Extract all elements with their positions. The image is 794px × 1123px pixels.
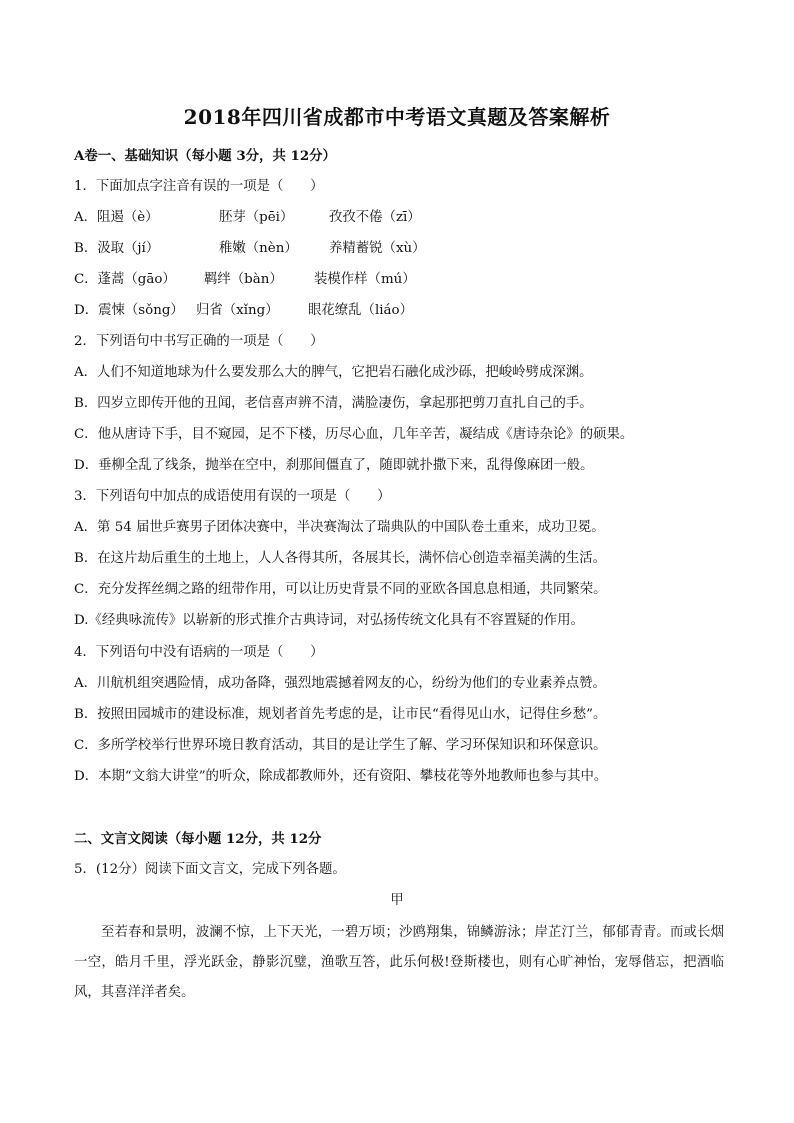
q3-option-c: C．充分发挥丝绸之路的纽带作用，可以让历史背景不同的亚欧各国息息相通，共同繁荣。 bbox=[74, 582, 607, 597]
q3-stem: 3．下列语句中加点的成语使用有误的一项是（ ） bbox=[74, 489, 391, 504]
q2-stem: 2．下列语句中书写正确的一项是（ ） bbox=[74, 334, 324, 349]
q3-option-d: D.《经典咏流传》以崭新的形式推介古典诗词，对弘扬传统文化具有不容置疑的作用。 bbox=[74, 613, 584, 628]
q1-stem: 1．下面加点字注音有误的一项是（ ） bbox=[74, 179, 324, 194]
q1-row-b bbox=[74, 240, 426, 258]
q1-b-3: 养精蓄锐（xù） bbox=[329, 241, 426, 256]
q1-a-2: 胚芽（pēi） bbox=[219, 210, 294, 225]
q1-row-a bbox=[74, 209, 421, 227]
q4-option-a: A．川航机组突遇险情，成功备降，强烈地震撼着网友的心，纷纷为他们的专业素养点赞。 bbox=[74, 676, 606, 691]
section-a-heading: A卷一、基础知识（每小题 3分，共 12分） bbox=[74, 148, 336, 164]
passage-text: 至若春和景明，波澜不惊，上下天光，一碧万顷；沙鸥翔集，锦鳞游泳；岸芷汀兰，郁郁青青。而或长烟一空，皓月千里，浮光跃金，静影沉璧，渔歌互答，此乐何极!登斯楼也，则有心旷神怡，宠辱偕忘，把酒临风，其喜洋洋者矣。 bbox=[74, 925, 724, 1000]
q1-d-1: D．震悚（sǒng） bbox=[74, 303, 184, 318]
q2-option-c: C．他从唐诗下手，目不窥园，足不下楼，历尽心血，几年辛苦，凝结成《唐诗杂论》的硕果。 bbox=[74, 427, 634, 442]
q1-c-2: 羁绊（bàn） bbox=[204, 272, 283, 287]
q4-option-c: C．多所学校举行世界环境日教育活动，其目的是让学生了解、学习环保知识和环保意识。 bbox=[74, 738, 607, 753]
q1-row-c bbox=[74, 271, 416, 289]
q4-stem: 4．下列语句中没有语病的一项是（ ） bbox=[74, 645, 324, 660]
q4-option-b: B．按照田园城市的建设标准，规划者首先考虑的是，让市民“看得见山水，记得住乡愁”。 bbox=[74, 707, 607, 722]
page-title: 2018年四川省成都市中考语文真题及答案解析 bbox=[183, 105, 611, 129]
q2-option-d: D．垂柳全乱了线条，抛举在空中，刹那间僵直了，随即就扑撒下来，乱得像麻团一般。 bbox=[74, 458, 594, 473]
section-2-heading: 二、文言文阅读（每小题 12分，共 12分 bbox=[74, 831, 322, 847]
q3-option-a: A．第 54 届世乒赛男子团体决赛中，半决赛淘汰了瑞典队的中国队卷土重来，成功卫冕。 bbox=[74, 520, 605, 535]
q3-option-b: B．在这片劫后重生的土地上，人人各得其所，各展其长，满怀信心创造幸福美满的生活。 bbox=[74, 551, 607, 566]
q1-c-1: C．蓬蒿（gāo） bbox=[74, 272, 176, 287]
q2-option-b: B．四岁立即传开他的丑闻，老信喜声辨不清，满脸凄伤，拿起那把剪刀直扎自己的手。 bbox=[74, 396, 593, 411]
q1-b-1: B．汲取（jí） bbox=[74, 241, 160, 256]
q5-stem: 5．(12分）阅读下面文言文，完成下列各题。 bbox=[74, 862, 346, 877]
q1-row-d bbox=[74, 302, 413, 320]
q4-option-d: D．本期“文翁大讲堂”的听众，除成都教师外，还有资阳、攀枝花等外地教师也参与其中。 bbox=[74, 769, 608, 784]
q1-d-3: 眼花缭乱（liáo） bbox=[308, 303, 413, 318]
q1-a-3: 孜孜不倦（zī） bbox=[329, 210, 421, 225]
q1-d-2: 归省（xǐng） bbox=[196, 303, 279, 318]
q2-option-a: A．人们不知道地球为什么要发那么大的脾气，它把岩石融化成沙砾，把峻岭劈成深渊。 bbox=[74, 365, 593, 380]
q1-c-3: 装模作样（mú） bbox=[314, 272, 416, 287]
q1-b-2: 稚嫩（nèn） bbox=[219, 241, 298, 256]
q1-a-1: A．阻遏（è） bbox=[74, 210, 159, 225]
passage-label-jia: 甲 bbox=[390, 893, 404, 908]
